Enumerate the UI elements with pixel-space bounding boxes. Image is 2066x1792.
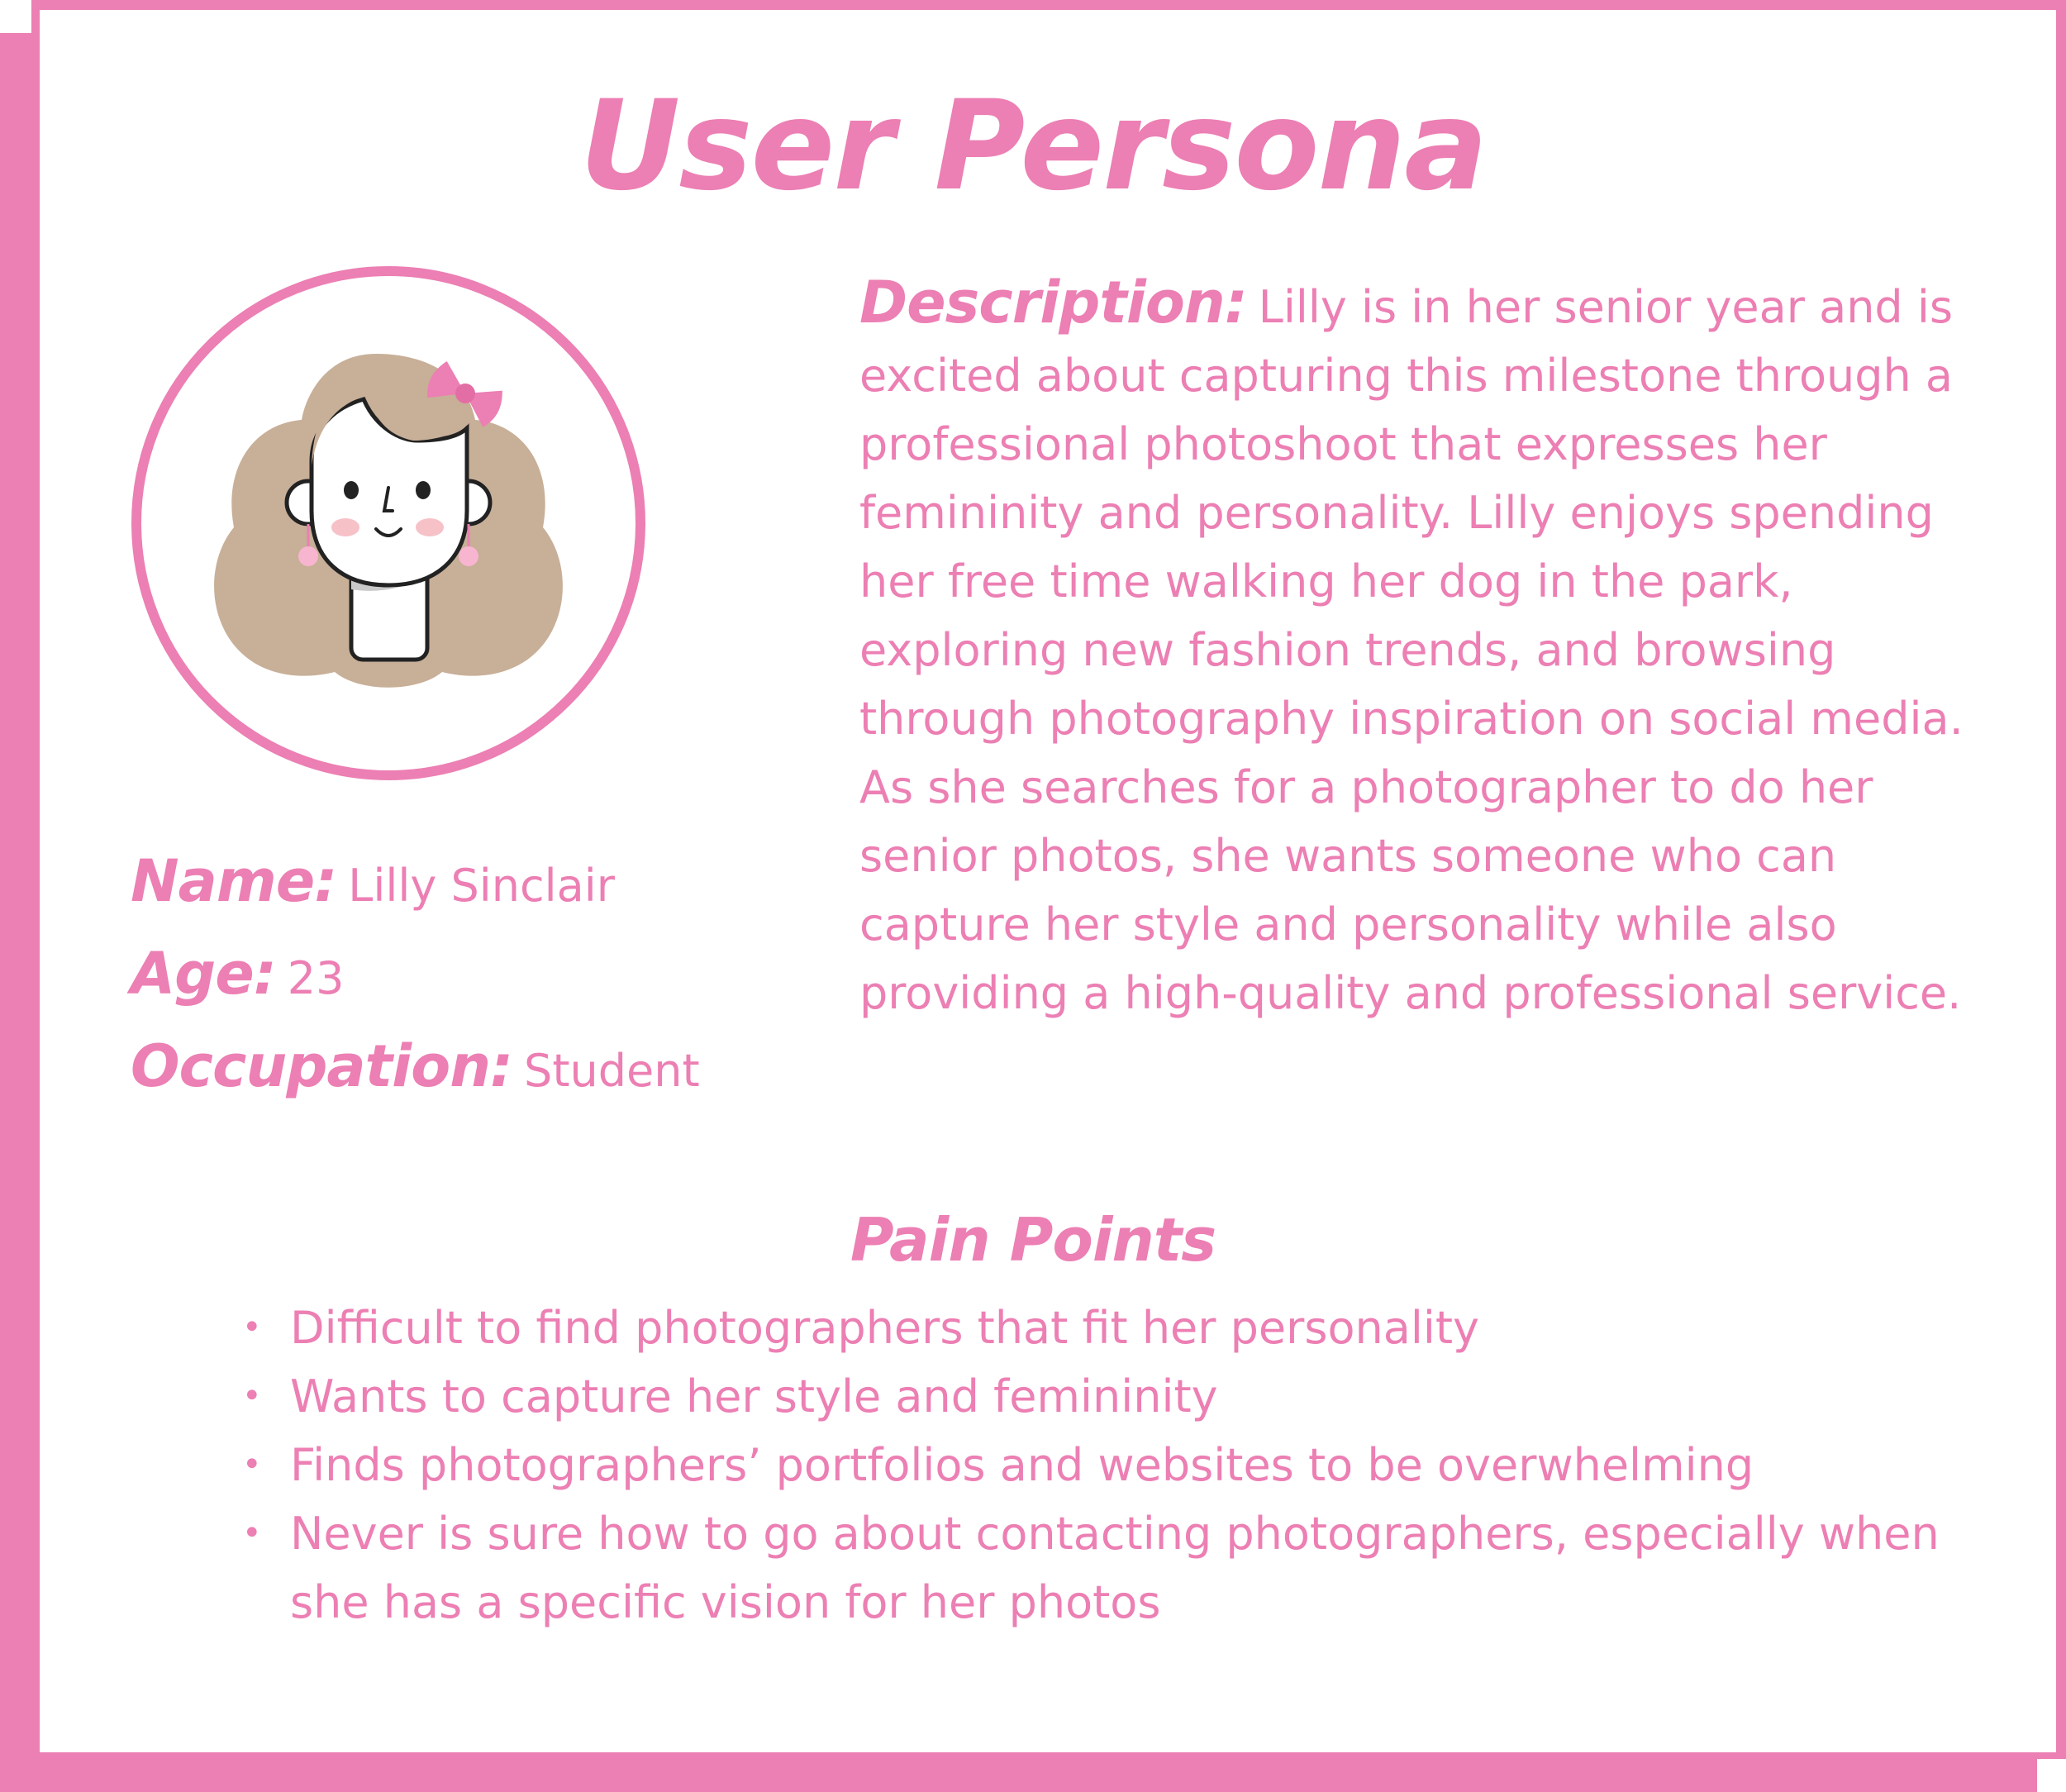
pain-points-list — [234, 1294, 1969, 1637]
list-item — [234, 1294, 1969, 1362]
page-title: User Persona — [579, 74, 1487, 218]
age-label: Age: — [131, 940, 276, 1008]
bullet-icon: • — [242, 1377, 262, 1415]
bullet-icon: • — [242, 1446, 262, 1484]
occupation-label: Occupation: — [131, 1032, 513, 1100]
pain-point-text: Wants to capture her style and femininity — [290, 1370, 1218, 1423]
name-label: Name: — [131, 847, 337, 915]
avatar — [128, 263, 649, 784]
occupation-value: Student — [524, 1045, 700, 1097]
list-item — [234, 1431, 1969, 1499]
age-value: 23 — [287, 952, 345, 1004]
pain-point-text: Never is sure how to go about contacting photographers, especially when she has a specific vision for her photos — [290, 1508, 1940, 1628]
pain-point-text: Finds photographers’ portfolios and websites to be overwhelming — [290, 1439, 1754, 1491]
list-item — [234, 1362, 1969, 1431]
bullet-icon: • — [242, 1308, 262, 1346]
age-row — [131, 927, 792, 1020]
description-label: Description: — [859, 269, 1247, 336]
list-item — [234, 1499, 1969, 1637]
name-row — [131, 835, 792, 927]
name-value: Lilly Sinclair — [348, 860, 615, 912]
persona-details — [131, 835, 792, 1113]
pain-points-title: Pain Points — [850, 1205, 1216, 1275]
description-block — [859, 269, 1971, 1027]
bullet-icon: • — [242, 1514, 262, 1552]
occupation-row — [131, 1020, 792, 1113]
pain-point-text: Difficult to find photographers that fit her personality — [290, 1302, 1479, 1354]
girl-avatar-icon — [128, 263, 649, 784]
description-text: Lilly is in her senior year and is excited about capturing this milestone through a professional photoshoot that expresses her femininity and personality. Lilly enjoys spending her free time walking her dog in the park, exploring new fashion trends, and browsing through photography inspiration on social media. As she searches for a photographer to do her senior photos, she wants someone who can capture her style and personality while also providing a high-quality and professional service. — [859, 281, 1964, 1019]
